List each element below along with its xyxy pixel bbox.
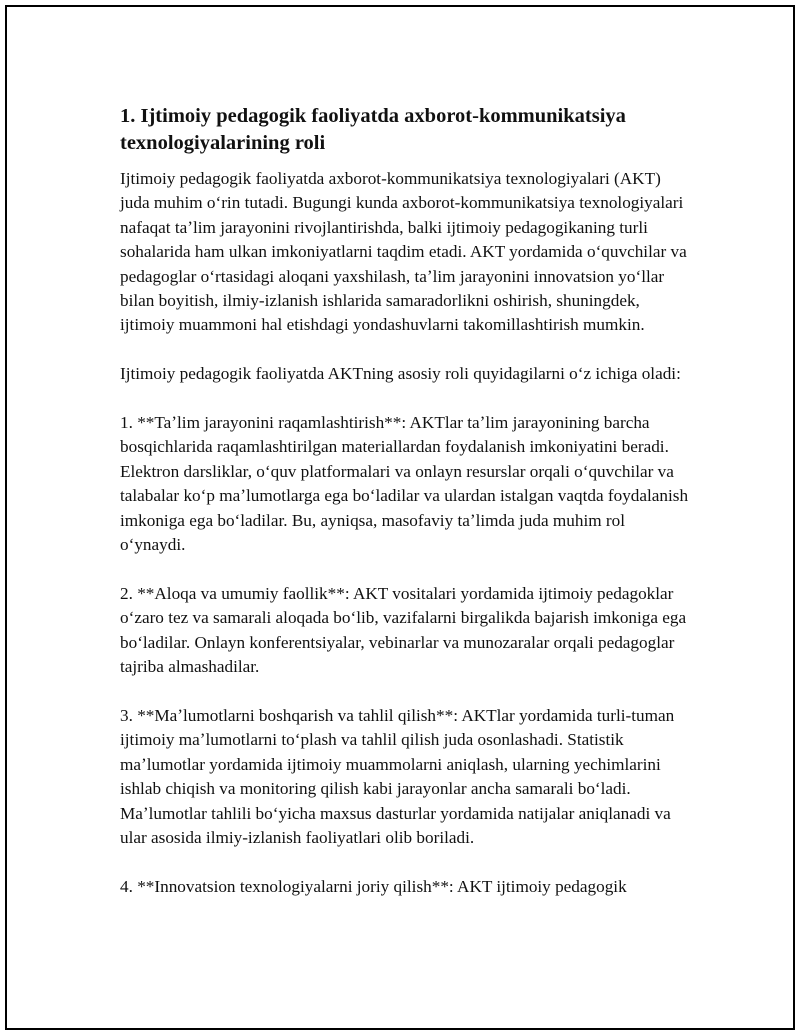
section-heading: 1. Ijtimoiy pedagogik faoliyatda axborot-kommunikatsiya texnologiyalarining roli [120,105,626,154]
roles-lead-paragraph: Ijtimoiy pedagogik faoliyatda AKTning asosiy roli quyidagilarni oʻz ichiga oladi: [120,364,681,384]
intro-paragraph: Ijtimoiy pedagogik faoliyatda axborot-kommunikatsiya texnologiyalari (AKT) juda muhim oʻrin tutadi. Bugungi kunda axborot-kommunikatsiya texnologiyalari nafaqat taʼlim jarayonini rivojlantirishda, balki ijtimoiy pedagogikaning turli sohalarida ham ulkan imkoniyatlarni taqdim etadi. AKT yordamida oʻquvchilar va pedagoglar oʻrtasidagi aloqani yaxshilash, taʼlim jarayonini innovatsion yoʻllar bilan boyitish, ilmiy-izlanish ishlarida samaradorlikni oshirish, shuningdek, ijtimoiy muammoni hal etishdagi yondashuvlarni takomillashtirish mumkin. [120,169,687,335]
list-item-communication: 2. **Aloqa va umumiy faollik**: AKT vositalari yordamida ijtimoiy pedagoklar oʻzaro tez va samarali aloqada boʻlib, vazifalarni birgalikda bajarish imkoniga ega boʻladilar. Onlayn konferentsiyalar, vebinarlar va munozaralar orqali pedagoglar tajriba almashadilar. [120,583,687,677]
document-body [120,103,690,924]
page-frame [5,5,795,1030]
list-item-digitalization: 1. **Taʼlim jarayonini raqamlashtirish**: AKTlar taʼlim jarayonining barcha bosqichlarida raqamlashtirilgan materiallardan foydalanish imkoniyatini beradi. Elektron darsliklar, oʻquv platformalari va onlayn resurslar orqali oʻquvchilar va talabalar koʻp maʼlumotlarga ega boʻladilar va ulardan istalgan vaqtda foydalanish imkoniga ega boʻladilar. Bu, ayniqsa, masofaviy taʼlimda juda muhim rol oʻynaydi. [120,413,689,555]
list-item-data-analysis: 3. **Maʼlumotlarni boshqarish va tahlil qilish**: AKTlar yordamida turli-tuman ijtimoiy maʼlumotlarni toʻplash va tahlil qilish juda osonlashadi. Statistik maʼlumotlar yordamida ijtimoiy muammolarni aniqlash, ularning yechimlarini ishlab chiqish va monitoring qilish kabi jarayonlar ancha samarali boʻladi. Maʼlumotlar tahlili boʻyicha maxsus dasturlar yordamida natijalar aniqlanadi va ular asosida ilmiy-izlanish faoliyatlari olib boriladi. [120,705,675,847]
list-item-innovation: 4. **Innovatsion texnologiyalarni joriy qilish**: AKT ijtimoiy pedagogik [120,876,627,896]
